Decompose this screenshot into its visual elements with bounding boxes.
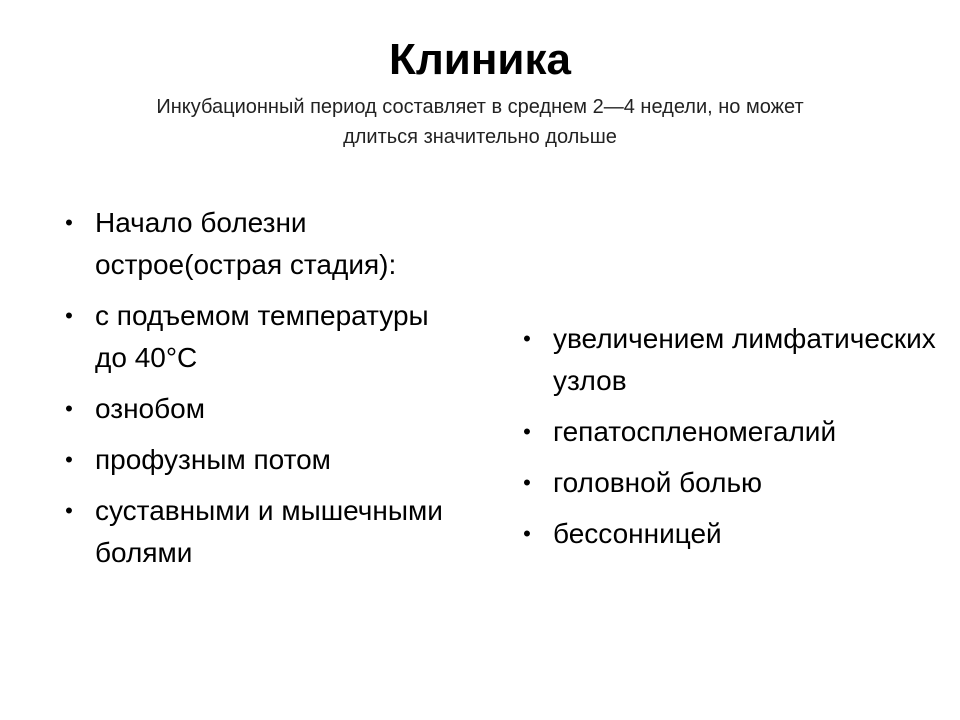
list-item bbox=[62, 490, 462, 574]
slide-subtitle: Инкубационный период составляет в среднем 2—4 недели, но может длиться значительно дольше bbox=[156, 96, 804, 148]
left-bullet-list bbox=[62, 202, 462, 583]
list-item-text: профузным потом bbox=[95, 444, 331, 475]
bullet-icon: • bbox=[65, 303, 73, 328]
list-item bbox=[520, 513, 940, 555]
right-bullet-list bbox=[520, 318, 940, 564]
bullet-icon: • bbox=[65, 210, 73, 235]
list-item-text: бессонницей bbox=[553, 518, 722, 549]
bullet-icon: • bbox=[65, 447, 73, 472]
list-item-text: Начало болезни острое(острая стадия): bbox=[95, 207, 397, 280]
list-item bbox=[520, 318, 940, 402]
list-item-text: головной болью bbox=[553, 467, 763, 498]
slide-title: Клиника bbox=[389, 35, 571, 84]
bullet-icon: • bbox=[65, 498, 73, 523]
list-item bbox=[520, 462, 940, 504]
bullet-icon: • bbox=[523, 521, 531, 546]
bullet-icon: • bbox=[523, 470, 531, 495]
bullet-icon: • bbox=[65, 396, 73, 421]
list-item bbox=[520, 411, 940, 453]
bullet-icon: • bbox=[523, 419, 531, 444]
list-item-text: суставными и мышечными болями bbox=[95, 495, 443, 568]
list-item-text: ознобом bbox=[95, 393, 205, 424]
list-item bbox=[62, 295, 462, 379]
list-item-text: увеличением лимфатических узлов bbox=[553, 323, 936, 396]
list-item-text: гепатоспленомегалий bbox=[553, 416, 837, 447]
list-item bbox=[62, 439, 462, 481]
list-item bbox=[62, 388, 462, 430]
bullet-icon: • bbox=[523, 326, 531, 351]
list-item bbox=[62, 202, 462, 286]
list-item-text: с подъемом температуры до 40°C bbox=[95, 300, 429, 373]
